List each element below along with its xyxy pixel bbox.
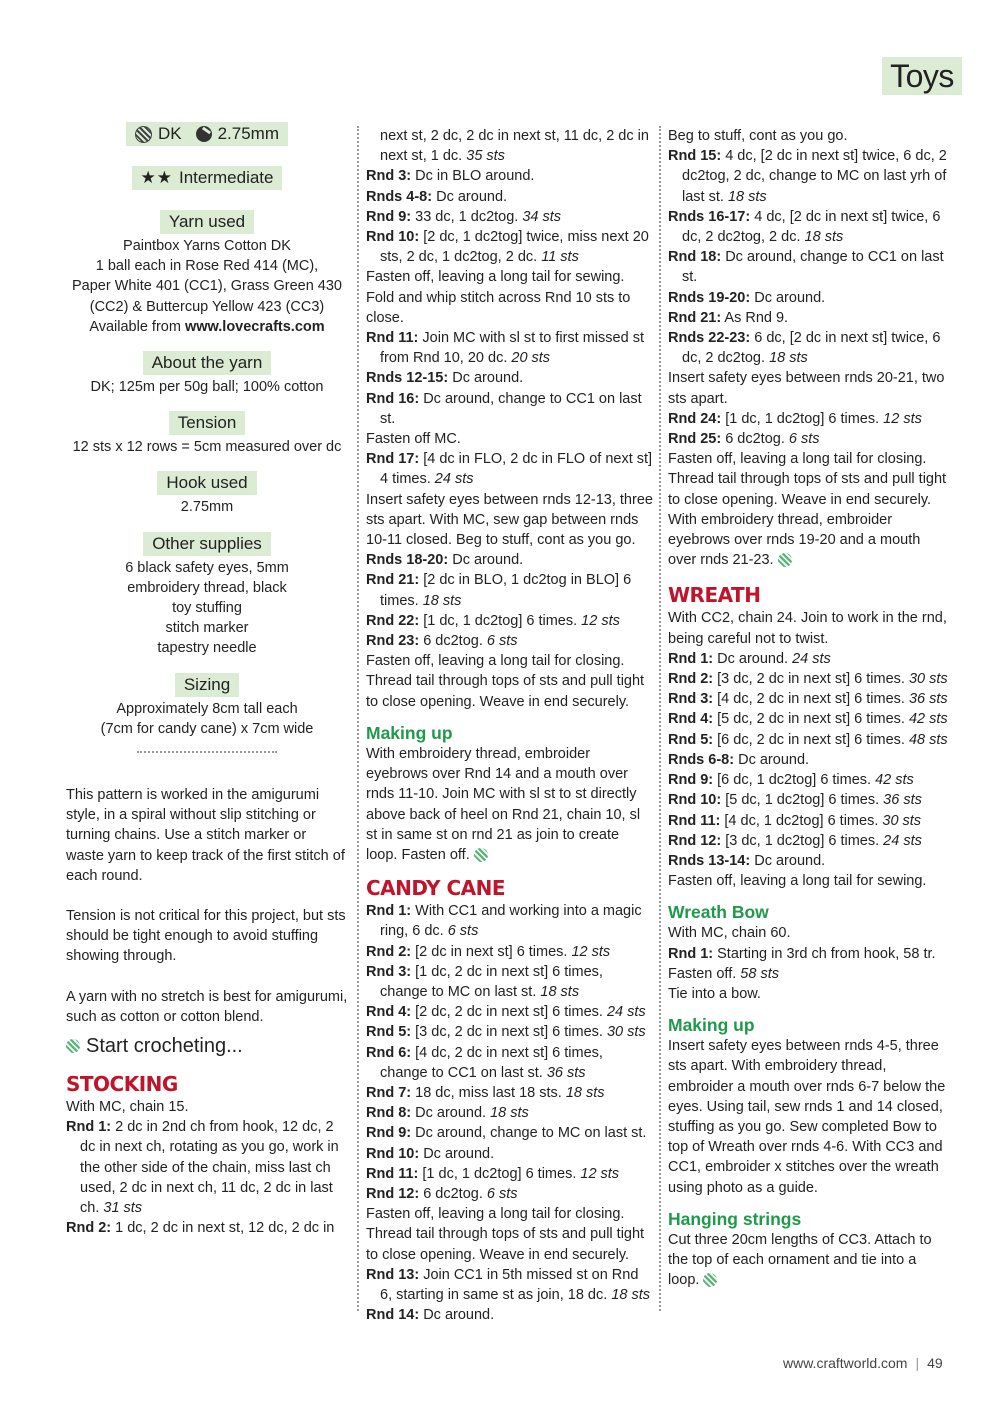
round-row bbox=[668, 308, 950, 328]
round-row bbox=[366, 187, 654, 207]
round-text: Dc around. bbox=[734, 751, 810, 768]
making-up-text bbox=[366, 744, 654, 865]
round-text: 6 dc2tog. bbox=[419, 633, 487, 650]
stitch-count: 12 sts bbox=[883, 410, 922, 427]
difficulty-row bbox=[66, 166, 348, 190]
round-text: [6 dc, 1 dc2tog] 6 times. bbox=[713, 772, 876, 789]
round-label: Rnd 12: bbox=[366, 1185, 420, 1202]
round-label: Rnds 13-14: bbox=[668, 852, 751, 869]
round-row bbox=[668, 750, 950, 770]
round-text: [2 dc in next st] 6 times. bbox=[411, 943, 572, 960]
sidebar-column bbox=[66, 122, 348, 1239]
stitch-count: 18 sts bbox=[490, 1105, 529, 1122]
yarn-weight: DK bbox=[157, 124, 182, 143]
round-text: As Rnd 9. bbox=[721, 309, 789, 326]
stitch-count: 6 sts bbox=[788, 431, 820, 448]
instruction-text: Insert safety eyes between rnds 12-13, three sts apart. With MC, sew gap between rnds 10-11 closed. Beg to stuff, cont as you go. bbox=[366, 491, 653, 549]
instruction-text: Fasten off MC. bbox=[366, 431, 461, 448]
yarn-hook-tags bbox=[66, 122, 348, 146]
hanging-strings bbox=[668, 1230, 950, 1291]
sizing-heading: Sizing bbox=[175, 673, 239, 697]
round-label: Rnd 4: bbox=[366, 1004, 412, 1021]
hook-size: 2.75mm bbox=[217, 124, 280, 143]
supply-item: toy stuffing bbox=[172, 600, 242, 617]
wreath-bow-pattern bbox=[668, 923, 950, 1004]
stitch-count: 30 sts bbox=[882, 812, 922, 829]
round-label: Rnd 24: bbox=[668, 410, 722, 427]
round-row bbox=[366, 227, 654, 267]
stitch-count: 34 sts bbox=[522, 208, 562, 225]
tension-text: 12 sts x 12 rows = 5cm measured over dc bbox=[72, 439, 342, 456]
round-row bbox=[366, 1184, 654, 1204]
round-label: Rnd 9: bbox=[668, 772, 714, 789]
stitch-count: 24 sts bbox=[883, 832, 922, 849]
round-text: [1 dc, 1 dc2tog] 6 times. bbox=[419, 612, 582, 629]
round-label: Rnds 16-17: bbox=[668, 208, 751, 225]
making-up-heading: Making up bbox=[366, 722, 453, 743]
round-text: Dc around, change to CC1 on last st. bbox=[380, 390, 642, 427]
column-divider bbox=[659, 126, 661, 1311]
stitch-count: 18 sts bbox=[565, 1084, 605, 1101]
round-label: Rnd 3: bbox=[366, 168, 412, 185]
stitch-count: 6 sts bbox=[486, 1185, 518, 1202]
round-text: [4 dc, 1 dc2tog] 6 times. bbox=[720, 812, 883, 829]
round-row bbox=[366, 550, 654, 570]
round-text: Dc around. bbox=[411, 1105, 491, 1122]
round-label: Rnd 9: bbox=[366, 208, 412, 225]
instruction-text: Fasten off, leaving a long tail for sewing. bbox=[668, 873, 927, 890]
stitch-count: 35 sts bbox=[466, 148, 505, 165]
round-row bbox=[366, 1103, 654, 1123]
round-row bbox=[668, 207, 950, 247]
bow-intro: With MC, chain 60. bbox=[668, 925, 791, 942]
stitch-count: 12 sts bbox=[571, 943, 611, 960]
round-text: Dc around. bbox=[448, 370, 524, 387]
candy-cane-heading: CANDY CANE bbox=[366, 876, 506, 901]
round-label: Rnd 5: bbox=[366, 1024, 412, 1041]
round-text: Dc around. bbox=[419, 1307, 495, 1324]
round-row bbox=[366, 901, 654, 941]
instruction-text: Insert safety eyes between rnds 20-21, two sts apart. bbox=[668, 370, 945, 407]
round-label: Rnd 16: bbox=[366, 390, 420, 407]
stitch-count: 6 sts bbox=[447, 923, 479, 940]
yarn-ball-icon bbox=[474, 848, 488, 862]
round-row bbox=[668, 429, 950, 449]
stitch-count: 42 sts bbox=[875, 772, 914, 789]
round-label: Rnd 23: bbox=[366, 633, 420, 650]
round-label: Rnd 5: bbox=[668, 731, 714, 748]
round-label: Rnd 25: bbox=[668, 431, 722, 448]
round-row bbox=[668, 730, 950, 750]
bow-fasten bbox=[668, 964, 950, 984]
stitch-count: 36 sts bbox=[908, 691, 948, 708]
round-label: Rnd 6: bbox=[366, 1044, 412, 1061]
round-label: Rnd 7: bbox=[366, 1084, 412, 1101]
round-label: Rnds 18-20: bbox=[366, 552, 449, 569]
round-text: [2 dc, 2 dc in next st] 6 times. bbox=[411, 1004, 607, 1021]
embroider-text: With embroidery thread, embroider eyebrows over rnds 19-20 and a mouth over rnds 21-23. bbox=[668, 511, 921, 569]
round-row bbox=[66, 1117, 348, 1218]
stocking-pattern-cont bbox=[366, 126, 654, 712]
instruction-text bbox=[668, 510, 950, 571]
wreath-heading: WREATH bbox=[668, 583, 761, 608]
round-text: [4 dc, 2 dc in next st] 6 times, change to CC1 on last st. bbox=[380, 1044, 603, 1081]
hanging-strings-heading: Hanging strings bbox=[668, 1208, 802, 1229]
round-text: [2 dc in BLO, 1 dc2tog in BLO] 6 times. bbox=[380, 572, 632, 609]
yarn-used-block bbox=[66, 210, 348, 337]
round-row bbox=[366, 368, 654, 388]
round-label: Rnd 17: bbox=[366, 451, 420, 468]
stocking-pattern-start bbox=[66, 1097, 348, 1238]
round-label: Rnd 1: bbox=[366, 903, 412, 920]
stitch-count: 42 sts bbox=[908, 711, 948, 728]
sizing-line: (7cm for candy cane) x 7cm wide bbox=[100, 720, 314, 737]
round-row bbox=[366, 1002, 654, 1022]
bow-tie: Tie into a bow. bbox=[668, 985, 761, 1002]
round-text: 18 dc, miss last 18 sts. bbox=[411, 1084, 566, 1101]
round-label: Rnd 2: bbox=[66, 1220, 112, 1237]
supply-item: stitch marker bbox=[165, 620, 249, 637]
round-label: Rnds 6-8: bbox=[668, 751, 735, 768]
about-yarn-heading: About the yarn bbox=[143, 351, 272, 375]
availability bbox=[66, 317, 348, 337]
round-label: Rnd 11: bbox=[366, 1165, 419, 1182]
instruction-text: Beg to stuff, cont as you go. bbox=[668, 128, 848, 144]
page-number: 49 bbox=[927, 1355, 943, 1371]
bow-fasten-text: Fasten off. bbox=[668, 965, 741, 982]
candy-cane-pattern-cont bbox=[668, 126, 950, 570]
round-text: 1 dc, 2 dc in next st, 12 dc, 2 dc in bbox=[111, 1220, 335, 1237]
round-text: Dc around, change to MC on last st. bbox=[411, 1125, 647, 1142]
round-label: Rnd 3: bbox=[668, 691, 714, 708]
yarn-used-line: Paintbox Yarns Cotton DK bbox=[123, 238, 291, 254]
stitch-count: 30 sts bbox=[606, 1024, 646, 1041]
sizing-line: Approximately 8cm tall each bbox=[116, 700, 298, 717]
round-label: Rnd 3: bbox=[366, 963, 412, 980]
sizing-block bbox=[66, 673, 348, 753]
note-paragraph: This pattern is worked in the amigurumi style, in a spiral without slip stitching or turning chains. Use a stitch marker or waste yarn to keep track of the first stitch of each round. bbox=[66, 787, 345, 884]
hook-used-heading: Hook used bbox=[157, 471, 256, 495]
stitch-count: 24 sts bbox=[792, 650, 831, 667]
stitch-count: 18 sts bbox=[611, 1286, 650, 1303]
start-crocheting-text: Start crocheting... bbox=[86, 1035, 243, 1058]
round-label: Rnd 2: bbox=[366, 943, 412, 960]
stitch-count: 58 sts bbox=[740, 965, 779, 982]
round-text: [3 dc, 1 dc2tog] 6 times. bbox=[721, 832, 884, 849]
round-row bbox=[366, 1022, 654, 1042]
round-row bbox=[366, 207, 654, 227]
availability-text: Available from bbox=[89, 318, 185, 335]
instruction-text: Fasten off, leaving a long tail for closing. Thread tail through tops of sts and pull tight to close opening. Weave in end securely. bbox=[668, 451, 947, 508]
start-crocheting-heading bbox=[66, 1033, 348, 1059]
round-text: [1 dc, 1 dc2tog] 6 times. bbox=[418, 1165, 581, 1182]
stitch-count: 24 sts bbox=[606, 1004, 646, 1021]
round-text: 33 dc, 1 dc2tog. bbox=[411, 208, 523, 225]
round-continuation: next st, 2 dc, 2 dc in next st, 11 dc, 2 dc in next st, 1 dc. 35 sts bbox=[380, 128, 649, 165]
round-text: 4 dc, [2 dc in next st] twice, 6 dc, 2 dc2tog, 2 dc. bbox=[682, 208, 941, 246]
round-row bbox=[366, 631, 654, 651]
round-label: Rnd 12: bbox=[668, 832, 722, 849]
round-label: Rnd 1: bbox=[668, 945, 714, 962]
round-text: Dc around. bbox=[419, 1145, 495, 1162]
yarn-ball-icon bbox=[66, 1039, 80, 1053]
yarn-ball-icon bbox=[703, 1273, 717, 1287]
wreath-making-up: Insert safety eyes between rnds 4-5, three sts apart. With embroidery thread, embroider a mouth over rnds 6-7 below the eyes. Using tail, sew rnds 1 and 14 closed, stuffing as you go. Sew completed Bow to top of Wreath over rnds 4-6. With CC3 and CC1, embroider x stitches over the wreath using photo as a guide. bbox=[668, 1038, 946, 1196]
round-row bbox=[366, 1144, 654, 1164]
round-label: Rnds 4-8: bbox=[366, 188, 433, 205]
round-text: [5 dc, 1 dc2tog] 6 times. bbox=[721, 792, 884, 809]
candy-cane-pattern bbox=[366, 901, 654, 1325]
yarn-used-line: 1 ball each in Rose Red 414 (MC), bbox=[95, 258, 319, 275]
stitch-count: 18 sts bbox=[769, 350, 808, 367]
other-supplies-heading: Other supplies bbox=[143, 532, 271, 556]
stocking-heading: STOCKING bbox=[66, 1072, 178, 1097]
round-label: Rnds 12-15: bbox=[366, 370, 449, 387]
round-row bbox=[366, 1164, 654, 1184]
stocking-intro: With MC, chain 15. bbox=[66, 1099, 189, 1116]
round-label: Rnd 11: bbox=[366, 330, 419, 347]
round-text: Dc around. bbox=[750, 852, 826, 869]
round-text: Join CC1 in 5th missed st on Rnd 6, starting in same st as join, 18 dc. bbox=[380, 1266, 639, 1303]
round-row bbox=[668, 409, 950, 429]
round-row bbox=[668, 669, 950, 689]
round-text: 6 dc2tog. bbox=[721, 431, 789, 448]
round-row bbox=[668, 288, 950, 308]
round-label: Rnd 2: bbox=[668, 671, 714, 688]
round-label: Rnd 1: bbox=[66, 1119, 112, 1136]
stitch-count: 11 sts bbox=[541, 249, 579, 266]
difficulty-tag bbox=[132, 166, 283, 190]
supply-item: 6 black safety eyes, 5mm bbox=[125, 559, 289, 576]
section-tab: Toys bbox=[882, 57, 962, 95]
round-text: [1 dc, 1 dc2tog] 6 times. bbox=[721, 410, 884, 427]
stitch-count: 20 sts bbox=[511, 350, 551, 367]
round-row bbox=[668, 689, 950, 709]
round-row bbox=[668, 328, 950, 368]
round-label: Rnd 18: bbox=[668, 249, 722, 266]
round-label: Rnd 10: bbox=[366, 1145, 420, 1162]
stitch-count: 6 sts bbox=[486, 633, 518, 650]
tension-block bbox=[66, 411, 348, 457]
round-label: Rnd 10: bbox=[366, 229, 420, 246]
round-text: Dc in BLO around. bbox=[411, 168, 535, 185]
middle-column bbox=[366, 126, 654, 1325]
yarn-used-heading: Yarn used bbox=[160, 210, 254, 234]
round-text: 2 dc in 2nd ch from hook, 12 dc, 2 dc in next ch, rotating as you go, work in the other side of the chain, miss last ch used, 2 dc in next ch, 11 dc, 2 dc in last ch. bbox=[80, 1119, 339, 1217]
round-row bbox=[668, 649, 950, 669]
round-label: Rnd 1: bbox=[668, 650, 714, 667]
round-row bbox=[668, 831, 950, 851]
difficulty-stars-icon: ★★ bbox=[140, 168, 173, 187]
round-label: Rnd 21: bbox=[366, 572, 420, 589]
round-text: 4 dc, [2 dc in next st] twice, 6 dc, 2 dc2tog, 2 dc, change to MC on last yrh of last st. bbox=[682, 148, 947, 205]
round-text: [3 dc, 2 dc in next st] 6 times. bbox=[713, 671, 909, 688]
round-row bbox=[366, 942, 654, 962]
about-yarn-block bbox=[66, 351, 348, 397]
round-row bbox=[668, 247, 950, 287]
hook-used-block bbox=[66, 471, 348, 517]
round-label: Rnd 10: bbox=[668, 792, 722, 809]
yarn-used-line: (CC2) & Buttercup Yellow 423 (CC3) bbox=[89, 298, 325, 315]
round-row bbox=[668, 811, 950, 831]
yarn-hook-tag bbox=[126, 122, 288, 146]
making-up-body: With embroidery thread, embroider eyebrows over Rnd 14 and a mouth over rnds 11-10. Join MC with sl st to st directly above back of heel on Rnd 21, chain 10, sl st in same st on rnd 21 as join to create loop. Fasten off. bbox=[366, 745, 641, 863]
round-row bbox=[668, 709, 950, 729]
round-row bbox=[366, 570, 654, 610]
stitch-count: 36 sts bbox=[546, 1064, 586, 1081]
round-text: 6 dc, [2 dc in next st] twice, 6 dc, 2 dc2tog. bbox=[682, 330, 941, 367]
page-footer bbox=[783, 1355, 943, 1371]
round-text: Dc around. bbox=[432, 188, 508, 205]
stitch-count: 31 sts bbox=[103, 1200, 143, 1217]
instruction-text: Fasten off, leaving a long tail for closing. Thread tail through tops of sts and pull tight to close opening. Weave in end securely. bbox=[366, 1206, 645, 1263]
stitch-count: 18 sts bbox=[727, 188, 767, 205]
round-text: [5 dc, 2 dc in next st] 6 times. bbox=[713, 711, 909, 728]
yarn-ball-icon bbox=[778, 553, 792, 567]
supply-item: tapestry needle bbox=[157, 640, 257, 657]
round-text: [4 dc, 2 dc in next st] 6 times. bbox=[713, 691, 909, 708]
stitch-count: 18 sts bbox=[540, 983, 580, 1000]
round-row bbox=[366, 328, 654, 368]
round-label: Rnds 19-20: bbox=[668, 289, 751, 306]
column-divider bbox=[357, 126, 359, 1311]
footer-site-link[interactable]: www.craftworld.com bbox=[783, 1355, 908, 1371]
round-text: [4 dc in FLO, 2 dc in FLO of next st] 4 times. bbox=[380, 451, 653, 488]
hook-used-text: 2.75mm bbox=[180, 499, 234, 516]
round-row bbox=[366, 1123, 654, 1143]
right-column bbox=[668, 126, 950, 1290]
difficulty-label: Intermediate bbox=[178, 168, 274, 187]
yarn-used-line: Paper White 401 (CC1), Grass Green 430 bbox=[72, 278, 342, 295]
stitch-count: 36 sts bbox=[883, 792, 922, 809]
stitch-count: 12 sts bbox=[580, 1165, 620, 1182]
wreath-intro: With CC2, chain 24. Join to work in the rnd, being careful not to twist. bbox=[668, 610, 947, 647]
round-row bbox=[366, 449, 654, 489]
round-row bbox=[366, 389, 654, 429]
yarn-ball-icon bbox=[135, 126, 152, 143]
hanging-text: Cut three 20cm lengths of CC3. Attach to the top of each ornament and tie into a loop. bbox=[668, 1231, 932, 1289]
round-label: Rnd 14: bbox=[366, 1307, 420, 1324]
instruction-text: Fasten off, leaving a long tail for closing. Thread tail through tops of sts and pull tight to close opening. Weave in end securely. bbox=[366, 653, 645, 710]
round-text: Starting in 3rd ch from hook, 58 tr. bbox=[713, 945, 936, 962]
round-text: 6 dc2tog. bbox=[419, 1185, 487, 1202]
round-text: Dc around. bbox=[713, 650, 793, 667]
round-text: [3 dc, 2 dc in next st] 6 times. bbox=[411, 1024, 607, 1041]
round-label: Rnd 22: bbox=[366, 612, 420, 629]
wreath-bow-heading: Wreath Bow bbox=[668, 902, 769, 923]
round-label: Rnd 15: bbox=[668, 148, 722, 165]
round-row bbox=[366, 962, 654, 1002]
hook-icon bbox=[196, 126, 212, 142]
round-text: With CC1 and working into a magic ring, 6 dc. bbox=[380, 903, 642, 940]
stitch-count: 24 sts bbox=[434, 471, 474, 488]
stitch-count: 18 sts bbox=[804, 229, 844, 246]
round-text: Join MC with sl st to first missed st from Rnd 10, 20 dc. bbox=[380, 330, 644, 367]
round-text: Dc around. bbox=[448, 552, 524, 569]
stitch-count: 18 sts bbox=[422, 592, 462, 609]
round-text: [1 dc, 2 dc in next st] 6 times, change to MC on last st. bbox=[380, 963, 603, 1000]
round-row bbox=[366, 1265, 654, 1305]
round-row bbox=[366, 611, 654, 631]
about-yarn-text: DK; 125m per 50g ball; 100% cotton bbox=[90, 379, 324, 396]
round-row bbox=[366, 1043, 654, 1083]
round-label: Rnd 11: bbox=[668, 812, 721, 829]
round-label: Rnd 9: bbox=[366, 1125, 412, 1142]
other-supplies-block bbox=[66, 532, 348, 659]
supply-item: embroidery thread, black bbox=[127, 579, 287, 596]
instruction-text: Fasten off, leaving a long tail for sewing. bbox=[366, 269, 625, 286]
stitch-count: 48 sts bbox=[908, 731, 948, 748]
wreath-making-up-heading: Making up bbox=[668, 1015, 755, 1036]
round-text: [6 dc, 2 dc in next st] 6 times. bbox=[713, 731, 909, 748]
instruction-text: Fold and whip stitch across Rnd 10 sts to close. bbox=[366, 289, 631, 326]
wreath-pattern bbox=[668, 608, 950, 891]
round-row bbox=[366, 1305, 654, 1325]
round-row bbox=[668, 146, 950, 207]
round-row bbox=[668, 770, 950, 790]
footer-separator: | bbox=[915, 1355, 920, 1371]
stitch-count: 30 sts bbox=[908, 671, 948, 688]
note-paragraph: Tension is not critical for this project, but sts should be tight enough to avoid stuffing showing through. bbox=[66, 908, 346, 965]
round-text: Dc around. bbox=[750, 289, 826, 306]
round-label: Rnd 21: bbox=[668, 309, 722, 326]
lovecrafts-link[interactable]: www.lovecrafts.com bbox=[184, 318, 325, 335]
round-row bbox=[366, 166, 654, 186]
round-row-split bbox=[66, 1218, 348, 1238]
round-text: [2 dc, 1 dc2tog] twice, miss next 20 sts, 2 dc, 1 dc2tog, 2 dc. bbox=[380, 229, 649, 266]
round-label: Rnd 13: bbox=[366, 1266, 420, 1283]
round-row bbox=[668, 851, 950, 871]
tension-heading: Tension bbox=[169, 411, 246, 435]
round-row bbox=[668, 944, 950, 964]
round-row bbox=[668, 790, 950, 810]
note-paragraph: A yarn with no stretch is best for amigurumi, such as cotton or cotton blend. bbox=[66, 988, 348, 1025]
stitch-count: 12 sts bbox=[581, 612, 620, 629]
round-label: Rnds 22-23: bbox=[668, 330, 751, 347]
round-label: Rnd 4: bbox=[668, 711, 714, 728]
round-row bbox=[366, 1083, 654, 1103]
round-text: Dc around, change to CC1 on last st. bbox=[682, 249, 944, 286]
round-label: Rnd 8: bbox=[366, 1105, 412, 1122]
